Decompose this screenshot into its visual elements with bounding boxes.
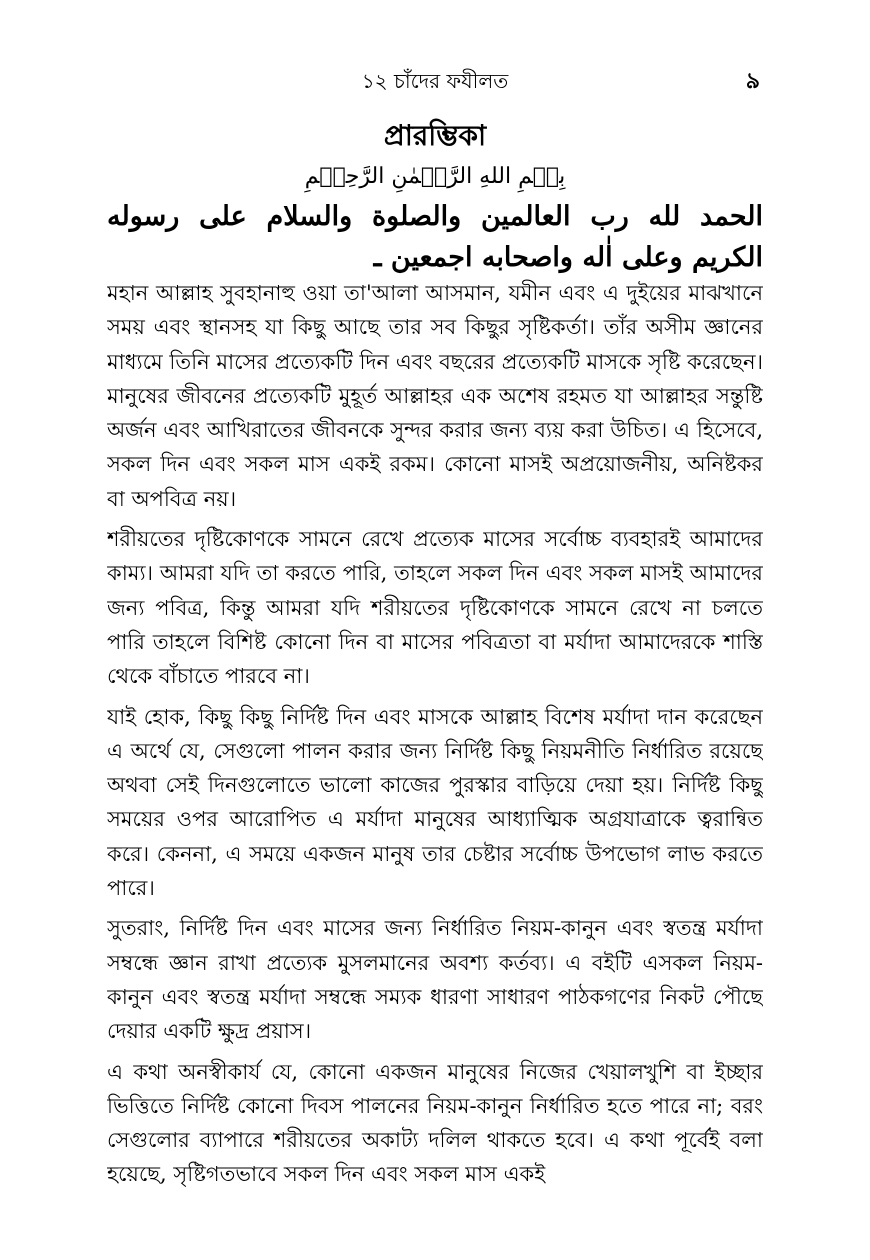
arabic-praise-text: الحمد لله رب العالمين والصلوة والسلام على رسوله الكريم وعلى اٰله واصحابه اجمعين ـ (107, 201, 763, 273)
running-title: ১২ চাঁদের ফযীলত (361, 69, 509, 93)
body-text (107, 276, 763, 1256)
section-title: প্রারম্ভিকা (383, 119, 487, 152)
paragraph-2: শরীয়তের দৃষ্টিকোণকে সামনে রেখে প্রত্যেক মাসের সর্বোচ্চ ব্যবহারই আমাদের কাম্য। আমরা যদি তা করতে পারি, তাহলে সকল দিন এবং সকল মাসই আমাদের জন্য পবিত্র, কিন্তু আমরা যদি শরীয়তের দৃষ্টিকোণকে সামনে রেখে না চলতে পারি তাহলে বিশিষ্ট কোনো দিন বা মাসের পবিত্রতা বা মর্যাদা আমাদেরকে শাস্তি থেকে বাঁচাতে পারবে না। (107, 527, 763, 689)
paragraph-5: এ কথা অনস্বীকার্য যে, কোনো একজন মানুষের নিজের খেয়ালখুশি বা ইচ্ছার ভিত্তিতে নির্দিষ্ট কোনো দিবস পালনের নিয়ম-কানুন নির্ধারিত হতে পারে না; বরং সেগুলোর ব্যাপারে শরীয়তের অকাট্য দলিল থাকতে হবে। এ কথা পূর্বেই বলা হয়েছে, সৃষ্টিগতভাবে সকল দিন এবং সকল মাস একই (107, 1059, 763, 1187)
paragraph-4: সুতরাং, নির্দিষ্ট দিন এবং মাসের জন্য নির্ধারিত নিয়ম-কানুন এবং স্বতন্ত্র মর্যাদা সম্বন্ধে জ্ঞান রাখা প্রত্যেক মুসলমানের অবশ্য কর্তব্য। এ বইটি এসকল নিয়ম-কানুন এবং স্বতন্ত্র মর্যাদা সম্বন্ধে সম্যক ধারণা সাধারণ পাঠকগণের নিকট পৌছে দেয়ার একটি ক্ষুদ্র প্রয়াস। (107, 916, 763, 1044)
page-number: ৯ (745, 68, 760, 94)
running-header (0, 66, 870, 96)
paragraph-3: যাই হোক, কিছু কিছু নির্দিষ্ট দিন এবং মাসকে আল্লাহ বিশেষ মর্যাদা দান করেছেন এ অর্থে যে, সেগুলো পালন করার জন্য নির্দিষ্ট কিছু নিয়মনীতি নির্ধারিত রয়েছে অথবা সেই দিনগুলোতে ভালো কাজের পুরস্কার বাড়িয়ে দেয়া হয়। নির্দিষ্ট কিছু সময়ের ওপর আরোপিত এ মর্যাদা মানুষের আধ্যাত্মিক অগ্রযাত্রাকে ত্বরান্বিত করে। কেননা, এ সময়ে একজন মানুষ তার চেষ্টার সর্বোচ্চ উপভোগ লাভ করতে পারে। (107, 704, 763, 901)
paragraph-1: মহান আল্লাহ সুবহানাহু ওয়া তা'আলা আসমান, যমীন এবং এ দুইয়ের মাঝখানে সময় এবং স্থানসহ যা কিছু আছে তার সব কিছুর সৃষ্টিকর্তা। তাঁর অসীম জ্ঞানের মাধ্যমে তিনি মাসের প্রত্যেকটি দিন এবং বছরের প্রত্যেকটি মাসকে সৃষ্টি করেছেন। মানুষের জীবনের প্রত্যেকটি মুহূর্ত আল্লাহর এক অশেষ রহমত যা আল্লাহর সন্তুষ্টি অর্জন এবং আখিরাতের জীবনকে সুন্দর করার জন্য ব্যয় করা উচিত। এ হিসেবে, সকল দিন এবং সকল মাস একই রকম। কোনো মাসই অপ্রয়োজনীয়, অনিষ্টকর বা অপবিত্র নয়। (107, 281, 763, 511)
bismillah-text: بِسۡمِ اللهِ الرَّحۡمٰنِ الرَّحِيۡمِ (304, 164, 566, 189)
